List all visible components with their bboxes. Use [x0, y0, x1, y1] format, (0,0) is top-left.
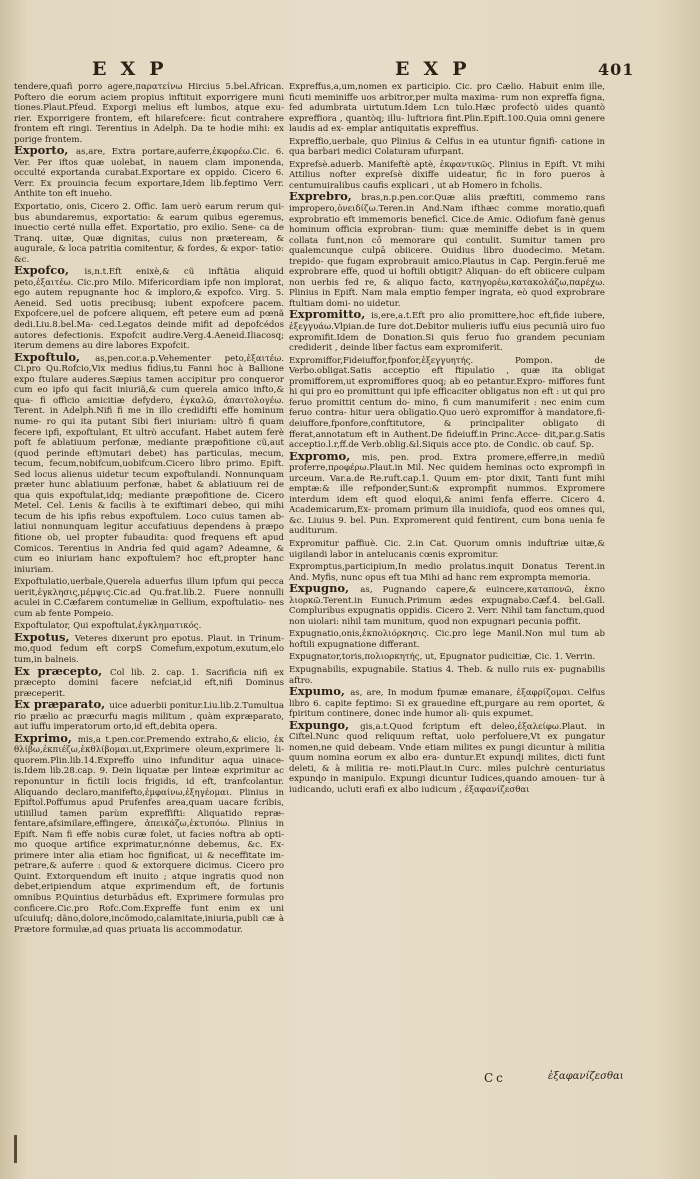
binding-mark [14, 1135, 17, 1163]
entry-headword: Expungo, [289, 717, 361, 732]
entry-text: mis, pen. prod. Extra promere,efferre,in mediū proferre,προφέρω.Plaut.in Mil. Nec quidem heminas octo exprompfi in urceum. Var.a.de Re.ruft.cap.1. Quum em- ptor dixit, Tanti funt mihi emptæ:& ille refponder,Sunt:& exprompfit nummos. Expromere interdum idem eft quod eloqui,& animi fenfa efferre. Cicero 4. Academicarum,Ex- promam primum illa inuidiofa, quod eos omnes qui, &c. Liuius 9. bel. Pun. Expromerent quid fentirent, cum bona uenia fe auditurum. [289, 452, 605, 537]
entry-headword: Exprimo, [14, 730, 78, 745]
dictionary-entry [14, 349, 284, 575]
dictionary-entry [289, 663, 605, 686]
entry-text: Expoftulator, Qui expoftulat,ἐγκληματικός. [14, 621, 202, 632]
dictionary-entry [14, 575, 284, 619]
entry-headword: Expotus, [14, 629, 75, 644]
entry-text: Expromiffor,Fideiuffor,fponfor,ἐξεγγυητής. Pompon. de Verbo.obligat.Satis acceptio eft ftipulatio , quæ ita obligat promifforem,ut expromiffores quoq; ab eo petantur.Expro- miffores funt hi qui pro eo promittunt qui ipfe efficaciter obligatus non eft : ut qui pro feruo promittit centum do- mino, fi cum manumiferit : nec enim cum feruo contra- hitur uera obligatio.Quo uerò expromiffor à mandatore,fi- deiuffore,fponfore,conftitutore, & principaliter obligato di fferat,annotatum eft in Authent.De fideiuff.in Princ.Acce- dit,par.g.Satis acceptio.l.r,ff.de Verb.oblig.&l.Siquis acce pto. de Condic. ob cauf. Sp. [289, 355, 605, 451]
entry-headword: Expofco, [14, 263, 85, 278]
signature-mark: Cc [484, 1071, 506, 1085]
entry-text: as,pen.cor.a.p.Vehementer peto,ἐξαιτέω. Ci.pro Qu.Rofcio,Vix medius fidius,tu Fanni hoc à Ballione expo ftulare auderes.Sæpius tamen accipitur pro conqueror cum eo ipfo qui facit iniuriã,& cum querela amico infto,& qua- fi officio amicitiæ defydero, ἐγκαλῶ, ἀπαιτολογέω. Terent. in Adelph.Nifi fi me in illo credidifti effe hominum nume- ro qui ita putant Sibi fieri iniuriam: ultrò fi quam fecere ipfi, expoftulant, Et ultrò accufant. Habet autem ferè poft fe ablatiuum perfonæ, mediante præpofitione cũ,aut (quod perinde eft)mutari debet) has particulas, mecum, tecum, fecum,nobifcum,uobifcum.Cicero libro primo. Epift. Sed locus alienus uidetur tecum expoftulandi. Nonnunquam præter hunc ablatiuum perfonæ, habet & ablatiuum rei de qua quis expoftulat,idq; mediante præpofitione de. Cicero Metel. Cel. Lenis & facilis à te exiftimari debeo, qui mihi tecum de his ipfis rebus expoftulem. Loco cuius tamen ab- latiui nonnunquam legitur accufatiuus dependens à præpo fitione ob, uel propter fubaudita: quod frequens eft apud Comicos. Terentius in Andria fed quid agam? Adeamne, & cum eo iniuriam hanc expoftulem? hoc eft,propter hanc iniuriam. [14, 353, 284, 575]
entry-text: Expugnatio,onis,ἐκπολιόρκησις. Cic.pro lege Manil.Non mul tum ab hoftili expugnatione differant. [289, 629, 605, 650]
dictionary-entry [289, 627, 605, 650]
dictionary-entry [289, 80, 605, 135]
page-footer [0, 1071, 700, 1087]
entry-headword: Expoftulo, [14, 349, 96, 364]
catchword: ἐξαφανίζεσθαι [548, 1071, 624, 1082]
entry-text: is,ere,a.t.Eft pro alio promittere,hoc eft,fide iubere, ἐξεγγυάω.Vlpian.de Iure dot.Debitor mulieris iuffu eius pecuniā uiro fuo expromifit.Idem de Donation.Si quis feruo fuo grandem pecuniam crediderit , deinde liber factus eam expromiferit. [289, 311, 605, 354]
entry-text: Expromitur paffiuè. Cic. 2.in Cat. Quorum omnis induftriæ uitæ,& uigilandi labor in antelucanis cœnis expromitur. [289, 538, 605, 560]
entry-text: Expreffio,uerbale, quo Plinius & Celfus in ea utuntur fignifi- catione in qua barbari medici Colaturam ufurpant. [289, 136, 605, 158]
dictionary-entry [14, 200, 284, 265]
dictionary-entry [289, 650, 605, 663]
entry-headword: Exprebro, [289, 189, 362, 204]
entry-headword: Expugno, [289, 581, 361, 596]
entry-text: Exportatio, onis, Cicero 2. Offic. Iam uerò earum rerum qui- bus abundaremus, exportatio: & earum quibus egeremus, inuectio certé nulla effet. Exportatio, pro exilio. Sene- ca de Tranq. uitæ, Quæ dignitas, cuius non præteream, & augurale, & loca patritia comitentur, & fordes, & expor- tatio: &c. [14, 202, 284, 265]
dictionary-entry [14, 730, 284, 935]
dictionary-entry [14, 265, 284, 351]
entry-headword: Expromo, [289, 448, 362, 463]
entry-text: Exprefsè.aduerb. Manifeftè aptè, ἐκφαντικῶς. Plinius in Epift. Vt mihi Attilius nofter expreſsè dixiffe uideatur, fic in foro pueros à centumuiralibus caufis explicari , ut ab Homero in fcholis. [289, 159, 605, 191]
entry-headword: Exporto, [14, 143, 77, 158]
entry-text: uice aduerbii ponitur.Liu.lib.2.Tumultua rio prælio ac præcurfu magis militum , quàm expræparato, aut iuffu imperatorum orto,id eft,debita opera. [14, 701, 284, 733]
entry-text: as, are, In modum fpumæ emanare, ἐξαφρίζομαι. Celfus libro 6. capite feptimo: Si ex grauedine eft,purgare au rem oportet, & fpiritum continere, donec inde humor ali- quis expumet. [289, 688, 605, 720]
right-column [289, 80, 605, 1160]
entry-text: Col lib. 2. cap. 1. Sacrificia nifi ex præcepto domini facere nefciat,id eft,nifi Dominus præceperit. [14, 667, 284, 699]
dictionary-entry [14, 699, 284, 733]
entry-text: as, Pugnando capere,& euincere,καταπονῶ, ἐκπο λιορκῶ.Terent.in Eunuch.Primum ædes expugnabo.Cæf.4. bel.Gall. Compluribus expugnatis oppidis. Cicero 2. Verr. Nihil tam fanctum,quod non uiolari: nihil tam munitum, quod non expugnari pecunia poffit. [289, 585, 605, 627]
entry-text: gis,a.t.Quod fcriptum eft deleo,ἐξαλείφω.Plaut. in Ciftel.Nunc quod reliquum reftat, uolo perfoluere,Vt ex pungatur nomen,ne quid debeam. Vnde etiam milites ex pungi dicuntur à militia quum nomina eorum ex albo era- duntur.Et expunɖi milites, dicti funt deleti, & à militia re- moti.Plaut.in Curc. miles pulchrè centuriatus expunɖo in manipulo. Expungi dicuntur Iudices,quando amouen- tur à iudicando, ucluti erafi ex albo iudicum , ἐξαφανίζεσθαι [289, 721, 605, 795]
entry-text: Expoftulatio,uerbale,Querela aduerfus illum ipfum qui pecca uerit,ἐγκλησις,μέμψις.Cic.ad Qu.frat.lib.2. Fuere nonnulli aculei in C.Cæfarem contumeliæ in Gellium, expoftulatio- nes cum ab fente Pompeio. [14, 577, 284, 619]
entry-text: as,are, Extra portare,auferre,ἐκφορέω.Cic. 6. Ver. Per iftos quæ uolebat, in nauem clam imponenda, occulté exportanda curabat.Exportare ex oppido. Cicero 6. Verr. Ex prouincia fecum exportare,Idem lib.feptimo Verr. Anthite ton eft inueho. [14, 147, 284, 200]
dictionary-entry [14, 145, 284, 200]
entry-text: Expugnator,toris,πολιορκητής, ut, Epugnator pudicitiæ, Cic. 1. Verrin. [289, 652, 596, 663]
entry-headword: Expromitto, [289, 307, 372, 322]
running-header [0, 52, 700, 82]
page-number: 401 [598, 60, 635, 79]
dictionary-entry [289, 191, 605, 309]
dictionary-entry [289, 135, 605, 158]
dictionary-entry [14, 629, 284, 666]
entry-text: Veteres dixerunt pro epotus. Plaut. in Trinum- mo,quod fedum eft corpS Comefum,expotum,exutum,elo tum,in balneis. [14, 633, 284, 665]
dictionary-entry [14, 663, 284, 700]
entry-headword: Ex præcepto, [14, 663, 111, 678]
entry-text: Expreffus,a,um,nomen ex participio. Cic. pro Cælio. Habuit enim ille, ficuti meminiffe uos arbitror,per multa maxima- rum non expreffa figna, fed adumbrata uirtutum.Idem Lcn tulo.Hæc profectò uides quantò expreffiora , quantòq; illu- luftriora fint.Plin.Epift.100.Quia omni genere laudis ad ex- emplar antiquitatis expreffius. [289, 82, 605, 135]
entry-text: Expugnabilis, expugnabile. Statius 4. Theb. & nullo ruis ex- pugnabilis aftro. [289, 664, 605, 686]
dictionary-entry [289, 560, 605, 583]
entry-headword: Ex præparato, [14, 697, 110, 712]
entry-text: Expromptus,participium,In medio prolatus.inquit Donatus Terent.in And. Myfis, nunc opus eft tua Mihi ad hanc rem exprompta memoria. [289, 562, 605, 583]
entry-text: mis,a t.pen.cor.Premendo extraho,& elicio, ἐκ θλίβω,ἐκπιέζω,ἐκθλίβομαι.ut,Exprimere oleum,exprimere li- quorem.Plin.lib.14.Expreffo uino infunditur aqua uinace- is.Idem lib.28.cap. 9. Dein liquatæ per linteæ exprimitur ac reponuntur in fictili locis frigidis, id eft, tranfcolantur. Aliquando declaro,manifefto,ἐμφαίνω,ἐξηγέομαι. Plinius in Epiftol.Poffumus apud Prufenfes area,quam uacare fcribis, utiiillud tamen parùm expreffifti: Aliquatido repræ- fentare,afsimilare,effingere, ἀπεικάζω,ἐκτυπόω. Plinius in Epift. Nam fi effe nobis curæ folet, ut facies noftra ab opti- mo quoque artifice exprimatur,nónne debemus, &c. Ex- primere inter alia etiam hoc fignificat, ui & neceffitate im- petrare,& auferre : quod & extorquere dicimus. Cicero pro Quint. Extorquendum eft inuito ; atque ingratis quod non debet,eripiendum atque exprimendum eft, de fortunis omnibus P.Quintius deturbādus eft. Exprimere formulas pro conficere.Cic.pro Rofc.Com.Expreffe funt enim ex uni uſcuiufq; dãno,dolore,incõmodo,calamitate,iniuria,publi cæ à Prætore formulæ,ad quas priuata lis accommodatur. [14, 734, 284, 935]
entry-text: bras,n.p.pen.cor.Quæ aliis præftiti, commemo rans impropero,ὀνειδίζω.Teren.in And.Nam ifthæc comme moratio,quafi exprobratio eft immemoris beneficî. Cice.de Amic. Odiofum fanè genus hominum officia exprobran- tium: quæ meminiffe debet is in quem collata funt,non cō memorare qui contulit. Sumitur tamen pro qualemcunque culpā obiicere. Ouidius libro duodecimo. Metam. trepido- que fugam exprobrauit amico.Plautus in Cap. Pergin.feruē me exprobrare effe, quod ui hoftili obtigit? Aliquan- do eft obiicere culpam non uerbis fed re, & aliquo facto, κατηγορέω,κατακολάζω,παρέχω. Plinius in Epift. Nam mala emptio femper ingrata, eò quod exprobrare ftultiam domi- no uidetur. [289, 193, 605, 309]
entry-text: is,n.t.Eft enixè,& cũ inftãtia aliquid peto,ἐξαιτέω. Cic.pro Milo. Mifericordiam ipfe non implorat, ego autem repugnante hoc & imploro,& expofco. Virg. 5. Aeneid. Sed uotis precibusq; iubent expofcere pacem. Expofcere,uel de pofcere aliquem, eft petere eum ad pœnã dedi.Liu.8.bel.Ma- ced.Legatos deinde mifit ad depofcédos autores defectionis. Expofcit audire.Verg.4.Aeneid.Iliacosq; iterum demens au dire labores Expofcit. [14, 267, 284, 352]
entry-headword: Expumo, [289, 684, 351, 699]
header-right: EXP [395, 58, 481, 80]
left-column [14, 80, 284, 1160]
dictionary-entry [289, 158, 605, 192]
dictionary-entry [289, 309, 605, 353]
dictionary-entry [289, 717, 605, 796]
dictionary-entry [14, 80, 284, 145]
dictionary-entry [289, 537, 605, 560]
dictionary-entry [289, 583, 605, 627]
dictionary-entry [289, 354, 605, 451]
dictionary-entry [289, 686, 605, 720]
entry-text: tendere,quafi porro agere,παρατείνω Hircius 5.bel.African. Poftero die eorum aciem propius inftituit exporrigere muni tiones.Plaut.Pfeud. Exporgi melius eft lumbos, atque exu- rier. Exporrigere frontem, eft hilarefcere: ficut contrahere frontem eft ringi. Terentius in Adelph. Da te hodie mihi: ex porige frontem. [14, 82, 284, 145]
dictionary-entry [289, 448, 605, 537]
header-left: EXP [92, 58, 178, 80]
